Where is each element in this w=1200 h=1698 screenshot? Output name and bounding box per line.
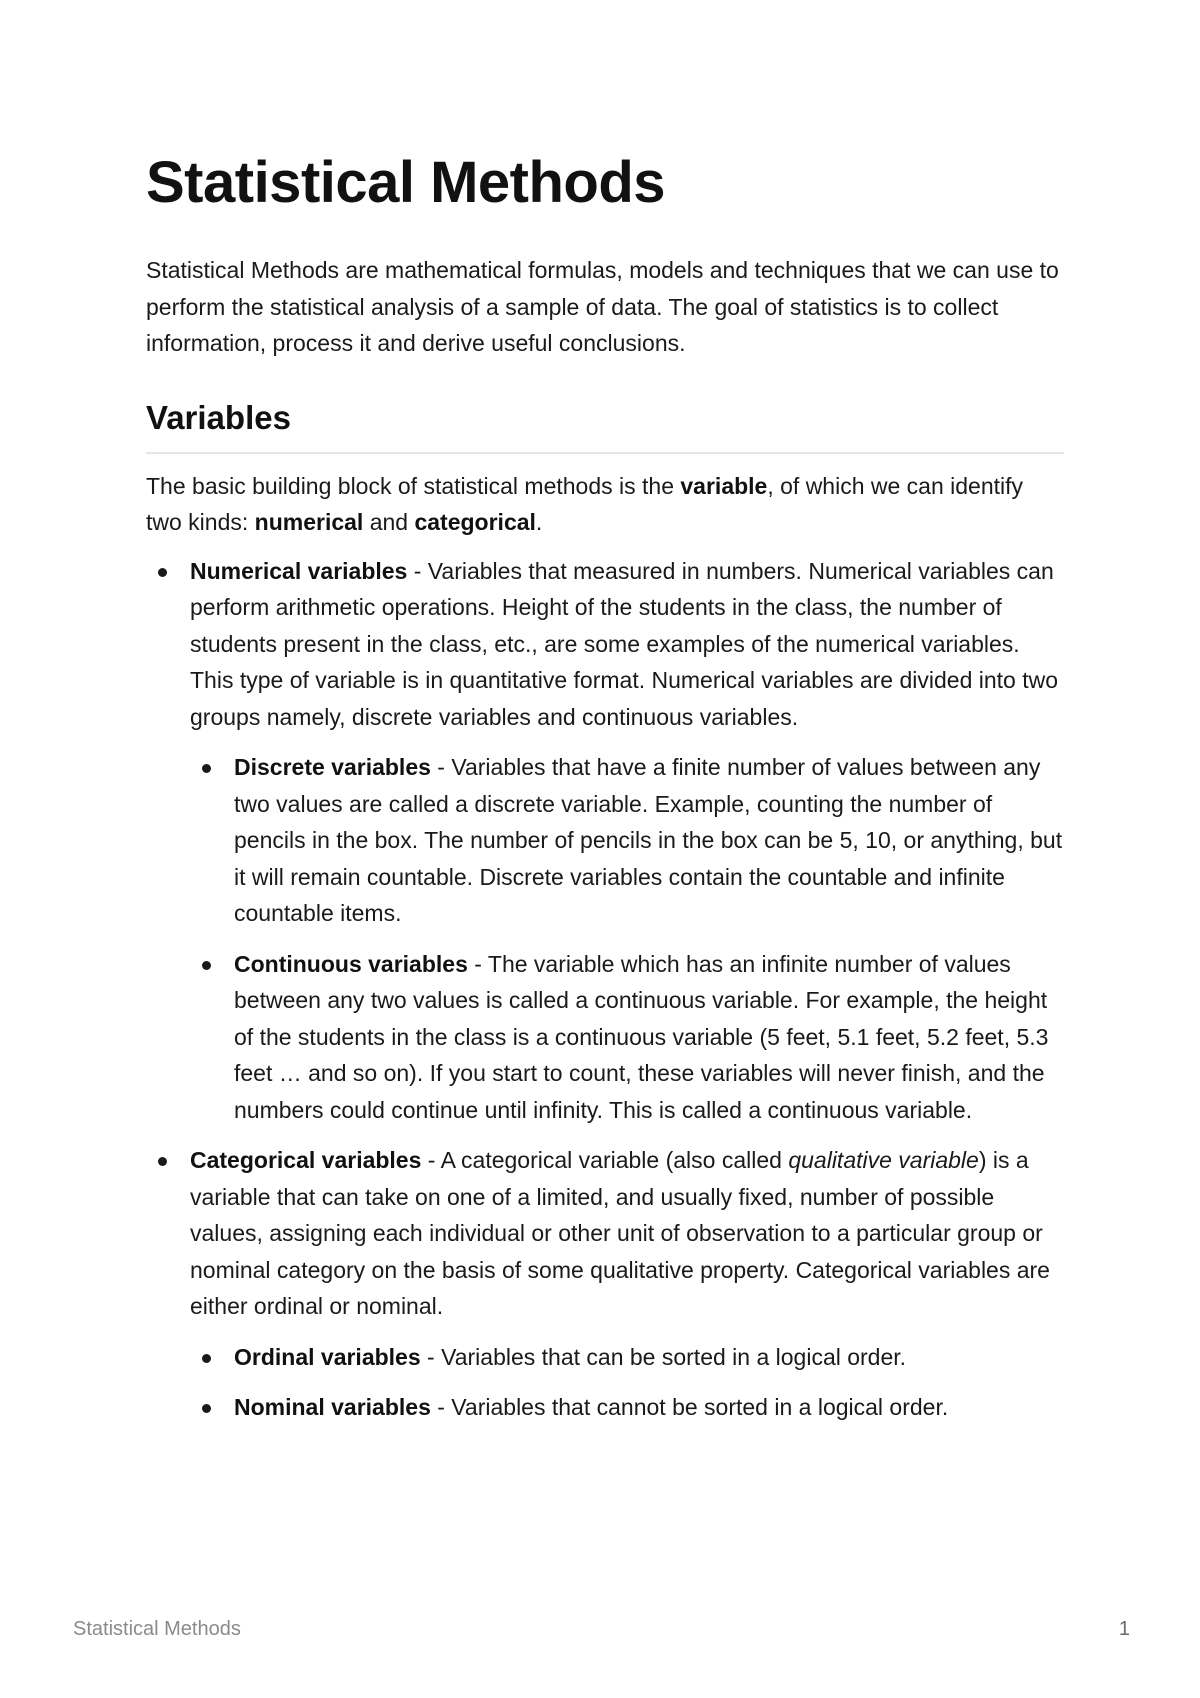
bold-term: variable xyxy=(680,472,768,499)
text-run: , of which we can identify two kinds: xyxy=(146,472,1024,535)
italic-term: qualitative variable xyxy=(788,1147,979,1173)
footer-page-number: 1 xyxy=(1118,1618,1130,1640)
section-intro-paragraph xyxy=(146,468,1064,541)
section-heading-variables: Variables xyxy=(146,396,1064,454)
bullet-icon xyxy=(158,1157,167,1166)
list-item-numerical xyxy=(146,553,1064,1129)
bold-term: Categorical variables xyxy=(190,1147,422,1173)
item-text: - Variables that cannot be sorted in a logical order. xyxy=(430,1394,949,1420)
list-item-nominal xyxy=(190,1389,1064,1426)
item-text: - The variable which has an infinite number of values between any two values is called a continuous variable. For example, the height of the students in the class is a continuous variable (5 feet, 5.1 feet, 5.2 feet, 5.3 feet … and so on). If you start to count, these variables will never finish, and the numbers could continue until infinity. This is called a continuous variable. xyxy=(234,950,1049,1123)
bold-term: Continuous variables xyxy=(234,950,468,977)
list-item-discrete xyxy=(190,749,1064,932)
variable-types-list xyxy=(146,553,1064,1426)
bold-term: Discrete variables xyxy=(234,754,431,780)
bullet-icon xyxy=(158,568,167,577)
text-run: and xyxy=(363,509,415,535)
list-item-categorical xyxy=(146,1142,1064,1426)
bold-term: numerical xyxy=(254,509,364,535)
item-text: - Variables that have a finite number of values between any two values are called a discrete variable. Example, counting the number of pencils in the box. The number of pencils in the box can be 5, 10, or anything, but it will remain countable. Discrete variables contain the countable and infinite countable items. xyxy=(234,754,1063,926)
list-item-ordinal xyxy=(190,1339,1064,1376)
document-body xyxy=(146,150,1064,1440)
bold-term: categorical xyxy=(414,509,536,535)
list-item-continuous xyxy=(190,946,1064,1129)
bold-term: Nominal variables xyxy=(234,1394,431,1420)
intro-paragraph: Statistical Methods are mathematical formulas, models and techniques that we can use to perform the statistical analysis of a sample of data. The goal of statistics is to collect information, process it and derive useful conclusions. xyxy=(146,257,1059,356)
bullet-icon xyxy=(202,1354,211,1363)
bold-term: Numerical variables xyxy=(190,557,408,584)
bullet-icon xyxy=(202,961,211,970)
numerical-subtypes-list xyxy=(190,749,1064,1128)
bold-term: Ordinal variables xyxy=(234,1343,421,1370)
item-text: - Variables that measured in numbers. Numerical variables can perform arithmetic operations. Height of the students in the class, the number of students present in the class, etc., are some examples of the numerical variables. This type of variable is in quantitative format. Numerical variables are divided into two groups namely, discrete variables and continuous variables. xyxy=(190,557,1059,730)
text-run: . xyxy=(535,509,543,535)
categorical-subtypes-list xyxy=(190,1339,1064,1426)
footer-document-name: Statistical Methods xyxy=(73,1618,241,1640)
item-text: ) is a variable that can take on one of a limited, and usually fixed, number of possible values, assigning each individual or other unit of observation to a particular group or nominal category on the basis of some qualitative property. Categorical variables are either ordinal or nominal. xyxy=(190,1147,1050,1319)
bullet-icon xyxy=(202,764,211,773)
text-run: The basic building block of statistical methods is the xyxy=(146,472,681,499)
item-text: - A categorical variable (also called xyxy=(421,1147,789,1173)
bullet-icon xyxy=(202,1404,211,1413)
page-title: Statistical Methods xyxy=(146,150,666,215)
item-text: - Variables that can be sorted in a logical order. xyxy=(420,1343,907,1370)
